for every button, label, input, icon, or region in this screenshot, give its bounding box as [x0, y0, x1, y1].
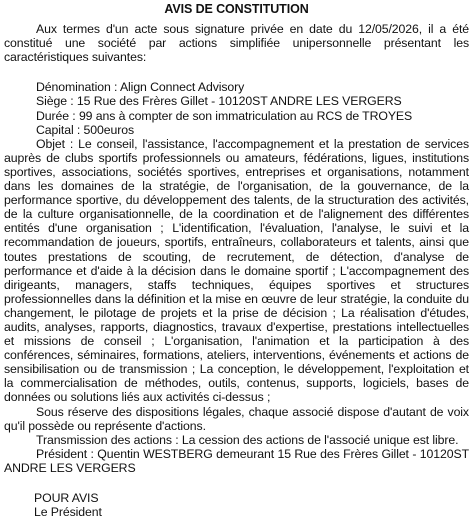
president-paragraph: Président : Quentin WESTBERG demeurant 15 Rue des Frères Gillet - 10120ST ANDRE LES VERGERS — [4, 446, 469, 475]
notice-intro: Aux termes d'un acte sous signature privée en date du 12/05/2026, il a été constitué une société par actions simplifiée unipersonnelle présentant les caractéristiques suivantes: — [4, 22, 469, 65]
capital-line: Capital : 500euros — [36, 122, 135, 137]
transmission-paragraph: Transmission des actions : La cession des actions de l'associé unique est libre. — [36, 432, 459, 447]
reserve-paragraph: Sous réserve des dispositions légales, chaque associé dispose d'autant de voix qu'il possède ou représente d'actions. — [4, 404, 469, 433]
company-details — [4, 80, 469, 136]
denomination-line: Dénomination : Align Connect Advisory — [36, 80, 245, 95]
duree-line: Durée : 99 ans à compter de son immatriculation au RCS de TROYES — [36, 108, 413, 123]
spacer — [4, 475, 469, 491]
siege-line: Siège : 15 Rue des Frères Gillet - 10120ST ANDRE LES VERGERS — [36, 94, 402, 109]
signatory: Le Président — [34, 505, 102, 520]
notice-title: AVIS DE CONSTITUTION — [164, 2, 309, 16]
pour-avis: POUR AVIS — [34, 491, 99, 505]
objet-paragraph: Objet : Le conseil, l'assistance, l'accompagnement et la prestation de services auprès de clubs sportifs professionnels ou amateurs, fédérations, ligues, institutions sportives, associations, sociétés sportives, entreprises et organisations, notamment dans les domaines de la stratégie, de l'organisation, de la gouvernance, de la performance sportive, du développement des talents, de la structuration des activités, de la culture organisationnelle, de la coordination et de l'alignement des différentes entités d'une organisation ; L'identification, l'évaluation, l'analyse, le suivi et la recommandation de joueurs, sportifs, entraîneurs, collaborateurs et talents, ainsi que toutes prestations de scouting, de recrutement, de détection, d'analyse de performance et d'aide à la décision dans le domaine sportif ; L'accompagnement des dirigeants, managers, staffs techniques, équipes sportives et structures professionnelles dans la définition et la mise en œuvre de leur stratégie, la conduite du changement, le pilotage de projets et la prise de décision ; La réalisation d'études, audits, analyses, rapports, diagnostics, travaux d'expertise, prestations intellectuelles et missions de conseil ; L'organisation, l'animation et la participation à des conférences, séminaires, formations, ateliers, interventions, événements et actions de sensibilisation ou de transmission ; La conception, le développement, l'exploitation et la commercialisation de méthodes, outils, contenus, supports, logiciels, bases de données ou solutions liés aux activités ci-dessus ; — [4, 136, 469, 405]
